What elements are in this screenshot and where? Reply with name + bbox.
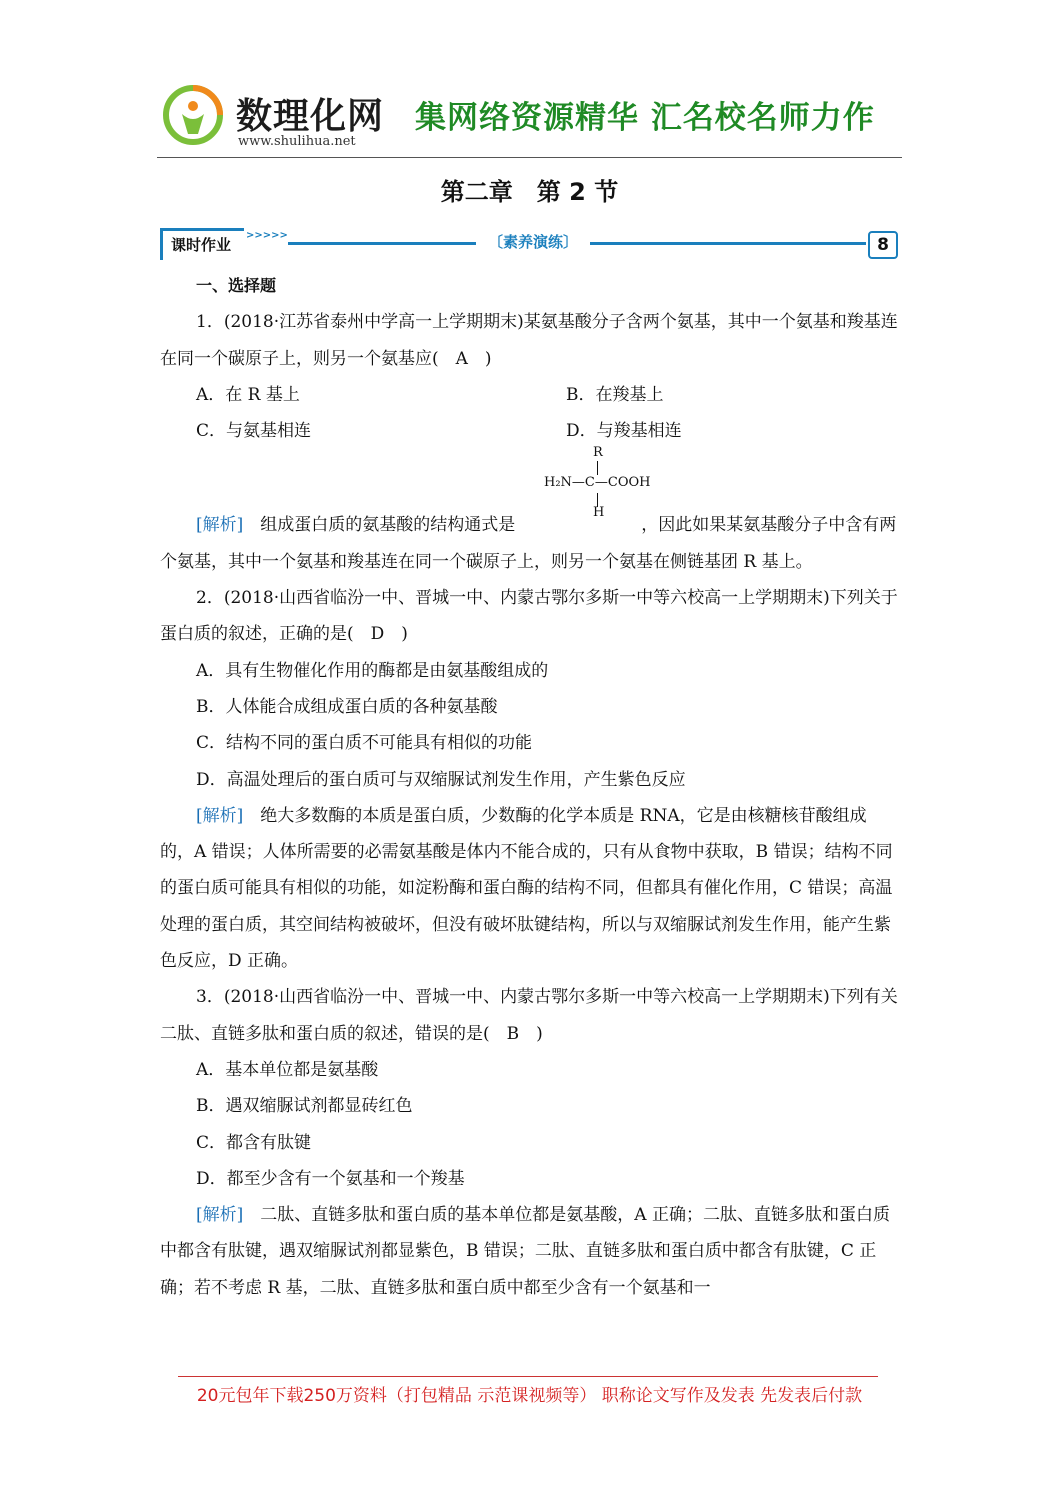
analysis-label: [解析] (196, 1205, 244, 1226)
logo-icon (162, 84, 224, 146)
bar-line-left (288, 242, 476, 245)
formula-r: R (593, 445, 603, 461)
slogan: 集网络资源精华 汇名校名师力作 (415, 100, 875, 136)
analysis-text-before: 组成蛋白质的氨基酸的结构通式是 (243, 515, 516, 536)
formula-bond-top (597, 461, 598, 475)
bar-line-right (590, 242, 866, 245)
question-1-option-a: A．在 R 基上 (196, 384, 300, 405)
question-1-option-d: D．与羧基相连 (566, 421, 682, 442)
formula-main: H₂N—C—COOH (544, 475, 651, 491)
header-divider (157, 157, 902, 158)
footer-divider (178, 1376, 878, 1377)
question-2-option-a: A．具有生物催化作用的酶都是由氨基酸组成的 (196, 660, 549, 681)
question-1-option-b: B．在羧基上 (566, 384, 664, 405)
question-2-option-d: D．高温处理后的蛋白质可与双缩脲试剂发生作用，产生紫色反应 (196, 769, 686, 790)
question-1-options-row2 (160, 413, 900, 449)
amino-acid-formula (544, 445, 674, 521)
bar-number-badge: 8 (868, 231, 898, 259)
analysis-text: 绝大多数酶的本质是蛋白质，少数酶的化学本质是 RNA，它是由核糖核苷酸组成的，A 错误；人体所需要的必需氨基酸是体内不能合成的，只有从食物中获取，B 错误；结构不同的蛋白质可能具有相似的功能，如淀粉酶和蛋白酶的结构不同，但都具有催化作用，C 错误；高温处理的蛋白质，其空间结构被破坏，但没有破坏肽键结构，所以与双缩脲试剂发生作用，能产生紫色反应，D 正确。 (160, 805, 893, 972)
bar-tag: 课时作业 (160, 228, 244, 260)
bar-arrows: >>>>> (246, 230, 288, 241)
question-2-stem: 2．(2018·山西省临汾一中、晋城一中、内蒙古鄂尔多斯一中等六校高一上学期期末)下列关于蛋白质的叙述，正确的是( D ) (160, 588, 898, 645)
question-2-analysis (160, 798, 900, 979)
question-2-option-b: B．人体能合成组成蛋白质的各种氨基酸 (196, 696, 498, 717)
analysis-text-after: ，因此如果某氨基酸分子中含有两个氨基，其中一个氨基和羧基连在同一个碳原子上，则另一个氨基在侧链基团 R 基上。 (160, 515, 897, 572)
analysis-label: [解析] (196, 515, 244, 536)
question-3-option-d: D．都至少含有一个氨基和一个羧基 (196, 1168, 465, 1189)
bar-middle-label: 〔素养演练〕 (487, 233, 578, 251)
question-3-stem: 3．(2018·山西省临汾一中、晋城一中、内蒙古鄂尔多斯一中等六校高一上学期期末)下列有关二肽、直链多肽和蛋白质的叙述，错误的是( B ) (160, 987, 898, 1044)
footer-ad[interactable]: 20元包年下载250万资料（打包精品 示范课视频等） 职称论文写作及发表 先发表后付款 (196, 1386, 863, 1406)
question-1-stem: 1．(2018·江苏省泰州中学高一上学期期末)某氨基酸分子含两个氨基，其中一个氨基和羧基连在同一个碳原子上，则另一个氨基应( A ) (160, 312, 898, 369)
question-3-option-a: A．基本单位都是氨基酸 (196, 1059, 379, 1080)
site-url[interactable]: www.shulihua.net (238, 134, 356, 149)
site-header (160, 82, 902, 160)
question-1-analysis (160, 507, 900, 580)
section-heading: 一、选择题 (196, 276, 277, 295)
section-bar (160, 228, 898, 262)
document-body (160, 268, 900, 1306)
formula-row (160, 445, 900, 521)
brand-name: 数理化网 (236, 96, 385, 137)
question-2-option-c: C．结构不同的蛋白质不可能具有相似的功能 (196, 733, 533, 754)
analysis-label: [解析] (196, 805, 244, 826)
question-3-analysis (160, 1197, 900, 1306)
question-1-option-c: C．与氨基相连 (196, 421, 312, 442)
formula-h: H (593, 505, 605, 521)
question-3-option-c: C．都含有肽键 (196, 1132, 312, 1153)
question-3-option-b: B．遇双缩脲试剂都显砖红色 (196, 1096, 413, 1117)
question-1-options-row1 (160, 377, 900, 413)
analysis-text: 二肽、直链多肽和蛋白质的基本单位都是氨基酸，A 正确；二肽、直链多肽和蛋白质中都含有肽键，遇双缩脲试剂都显紫色，B 错误；二肽、直链多肽和蛋白质中都含有肽键，C 正确；若不考虑 R 基，二肽、直链多肽和蛋白质中都至少含有一个氨基和一 (160, 1205, 890, 1298)
page-title: 第二章 第 2 节 (440, 178, 619, 206)
